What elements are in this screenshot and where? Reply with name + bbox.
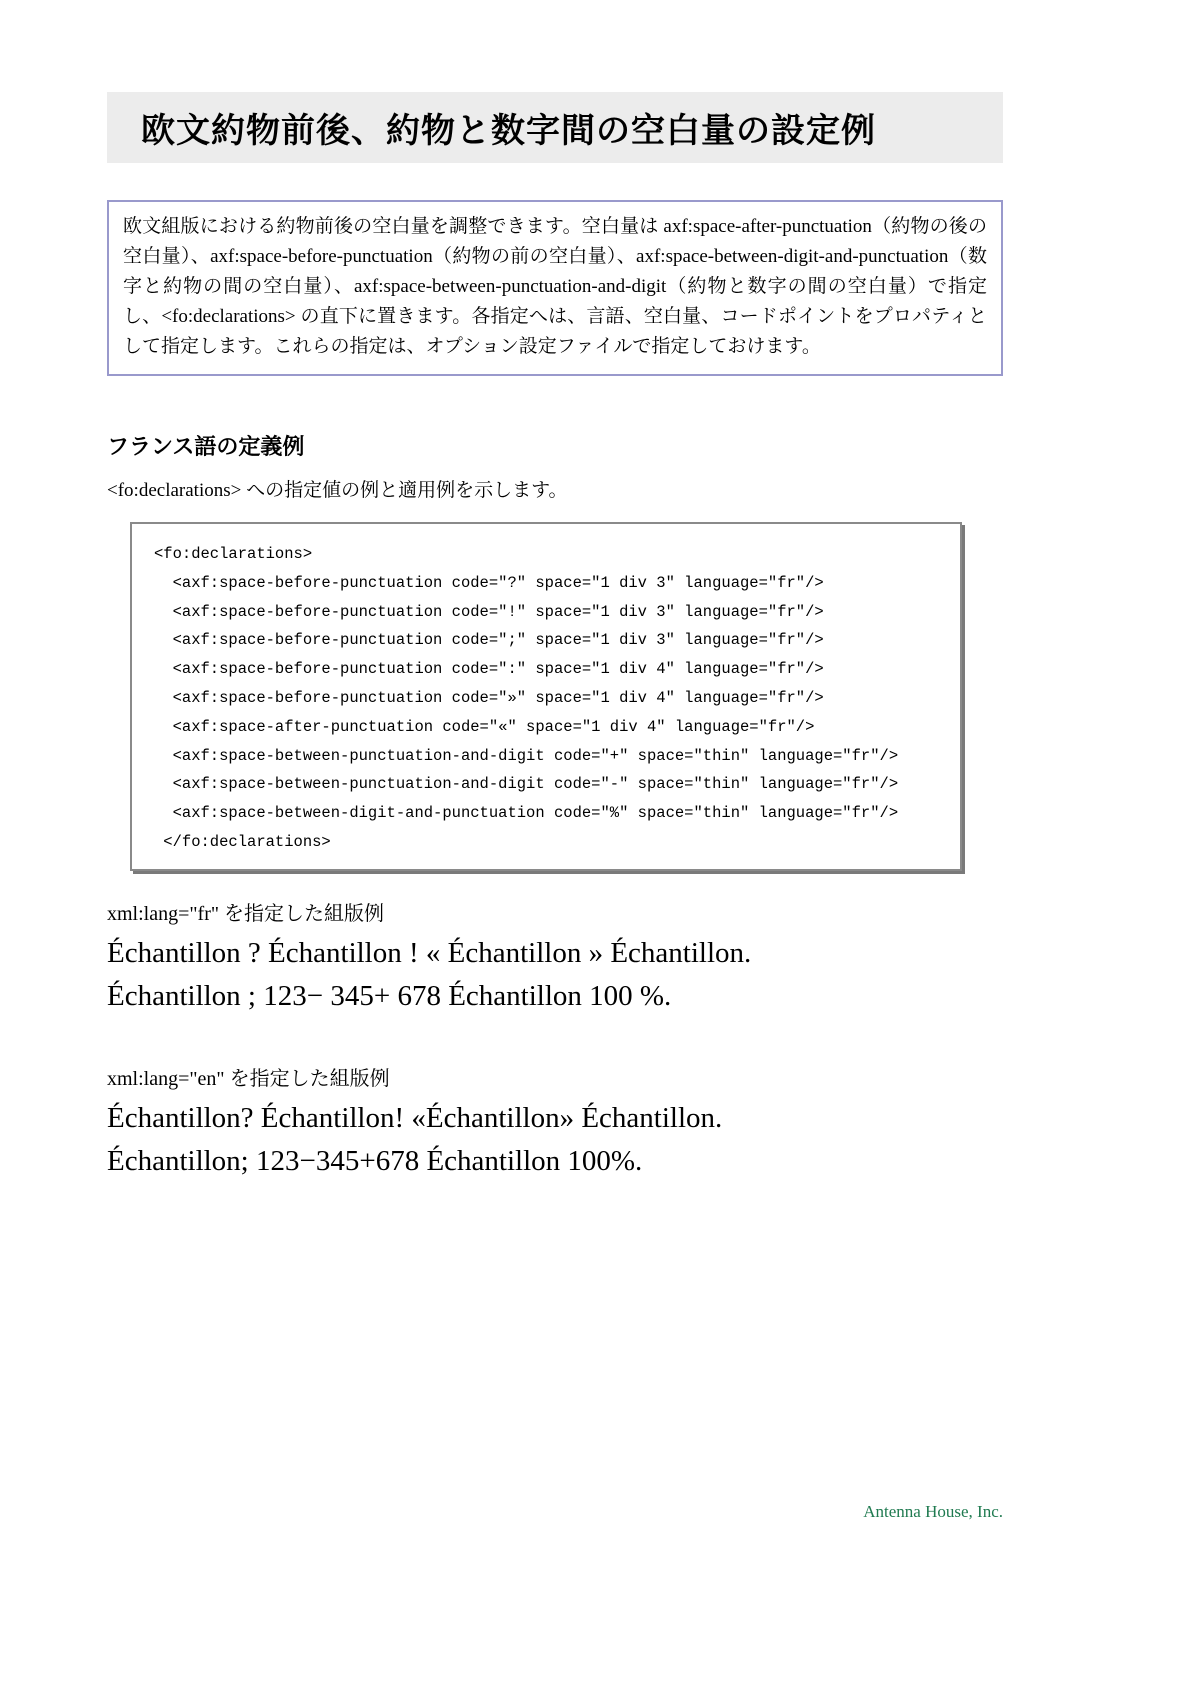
example-line: Échantillon? Échantillon! «Échantillon» Échantillon. (107, 1101, 723, 1134)
example-text-fr (107, 932, 1003, 1018)
page-title: 欧文約物前後、約物と数字間の空白量の設定例 (141, 112, 876, 150)
code-line: <axf:space-before-punctuation code="?" space="1 div 3" language="fr"/> (154, 573, 824, 592)
code-line: </fo:declarations> (154, 832, 331, 851)
example-text-en (107, 1097, 1003, 1183)
footer-company: Antenna House, Inc. (863, 1502, 1003, 1521)
content-column (107, 0, 1003, 1183)
code-line: <axf:space-before-punctuation code=";" space="1 div 3" language="fr"/> (154, 631, 824, 650)
example-line: Échantillon ; 123− 345+ 678 Échantillon 100 %. (107, 979, 672, 1012)
code-line: <axf:space-between-punctuation-and-digit code="-" space="thin" language="fr"/> (154, 775, 899, 794)
code-line: <axf:space-between-punctuation-and-digit code="+" space="thin" language="fr"/> (154, 746, 899, 765)
code-line: <axf:space-before-punctuation code="!" space="1 div 3" language="fr"/> (154, 602, 824, 621)
example-label-fr: xml:lang="fr" を指定した組版例 (107, 902, 385, 925)
section-lead: <fo:declarations> への指定値の例と適用例を示します。 (107, 480, 568, 501)
example-line: Échantillon; 123−345+678 Échantillon 100%. (107, 1144, 643, 1177)
code-line: <fo:declarations> (154, 545, 313, 563)
code-line: <axf:space-between-digit-and-punctuation code="%" space="thin" language="fr"/> (154, 804, 899, 823)
code-block (130, 522, 962, 871)
code-line: <axf:space-before-punctuation code=":" space="1 div 4" language="fr"/> (154, 660, 824, 679)
section-heading: フランス語の定義例 (107, 434, 305, 459)
example-line: Échantillon ? Échantillon ! « Échantillon » Échantillon. (107, 936, 752, 969)
code-line: <axf:space-after-punctuation code="«" space="1 div 4" language="fr"/> (154, 717, 815, 736)
intro-text: 欧文組版における約物前後の空白量を調整できます。空白量は axf:space-after-punctuation（約物の後の空白量）、axf:space-before-punctuation（約物の前の空白量）、axf:space-between-digit-and-punctuation（数字と約物の間の空白量）、axf:space-between-punctuation-and-digit（約物と数字の間の空白量）で指定し、<fo:declarations> の直下に置きます。各指定へは、言語、空白量、コードポイントをプロパティとして指定します。これらの指定は、オプション設定ファイルで指定しておけます。 (123, 216, 987, 357)
intro-box (107, 200, 1003, 376)
title-banner (107, 92, 1003, 163)
code-lines (154, 540, 952, 857)
code-line: <axf:space-before-punctuation code="»" space="1 div 4" language="fr"/> (154, 688, 824, 707)
example-label-en: xml:lang="en" を指定した組版例 (107, 1067, 390, 1090)
